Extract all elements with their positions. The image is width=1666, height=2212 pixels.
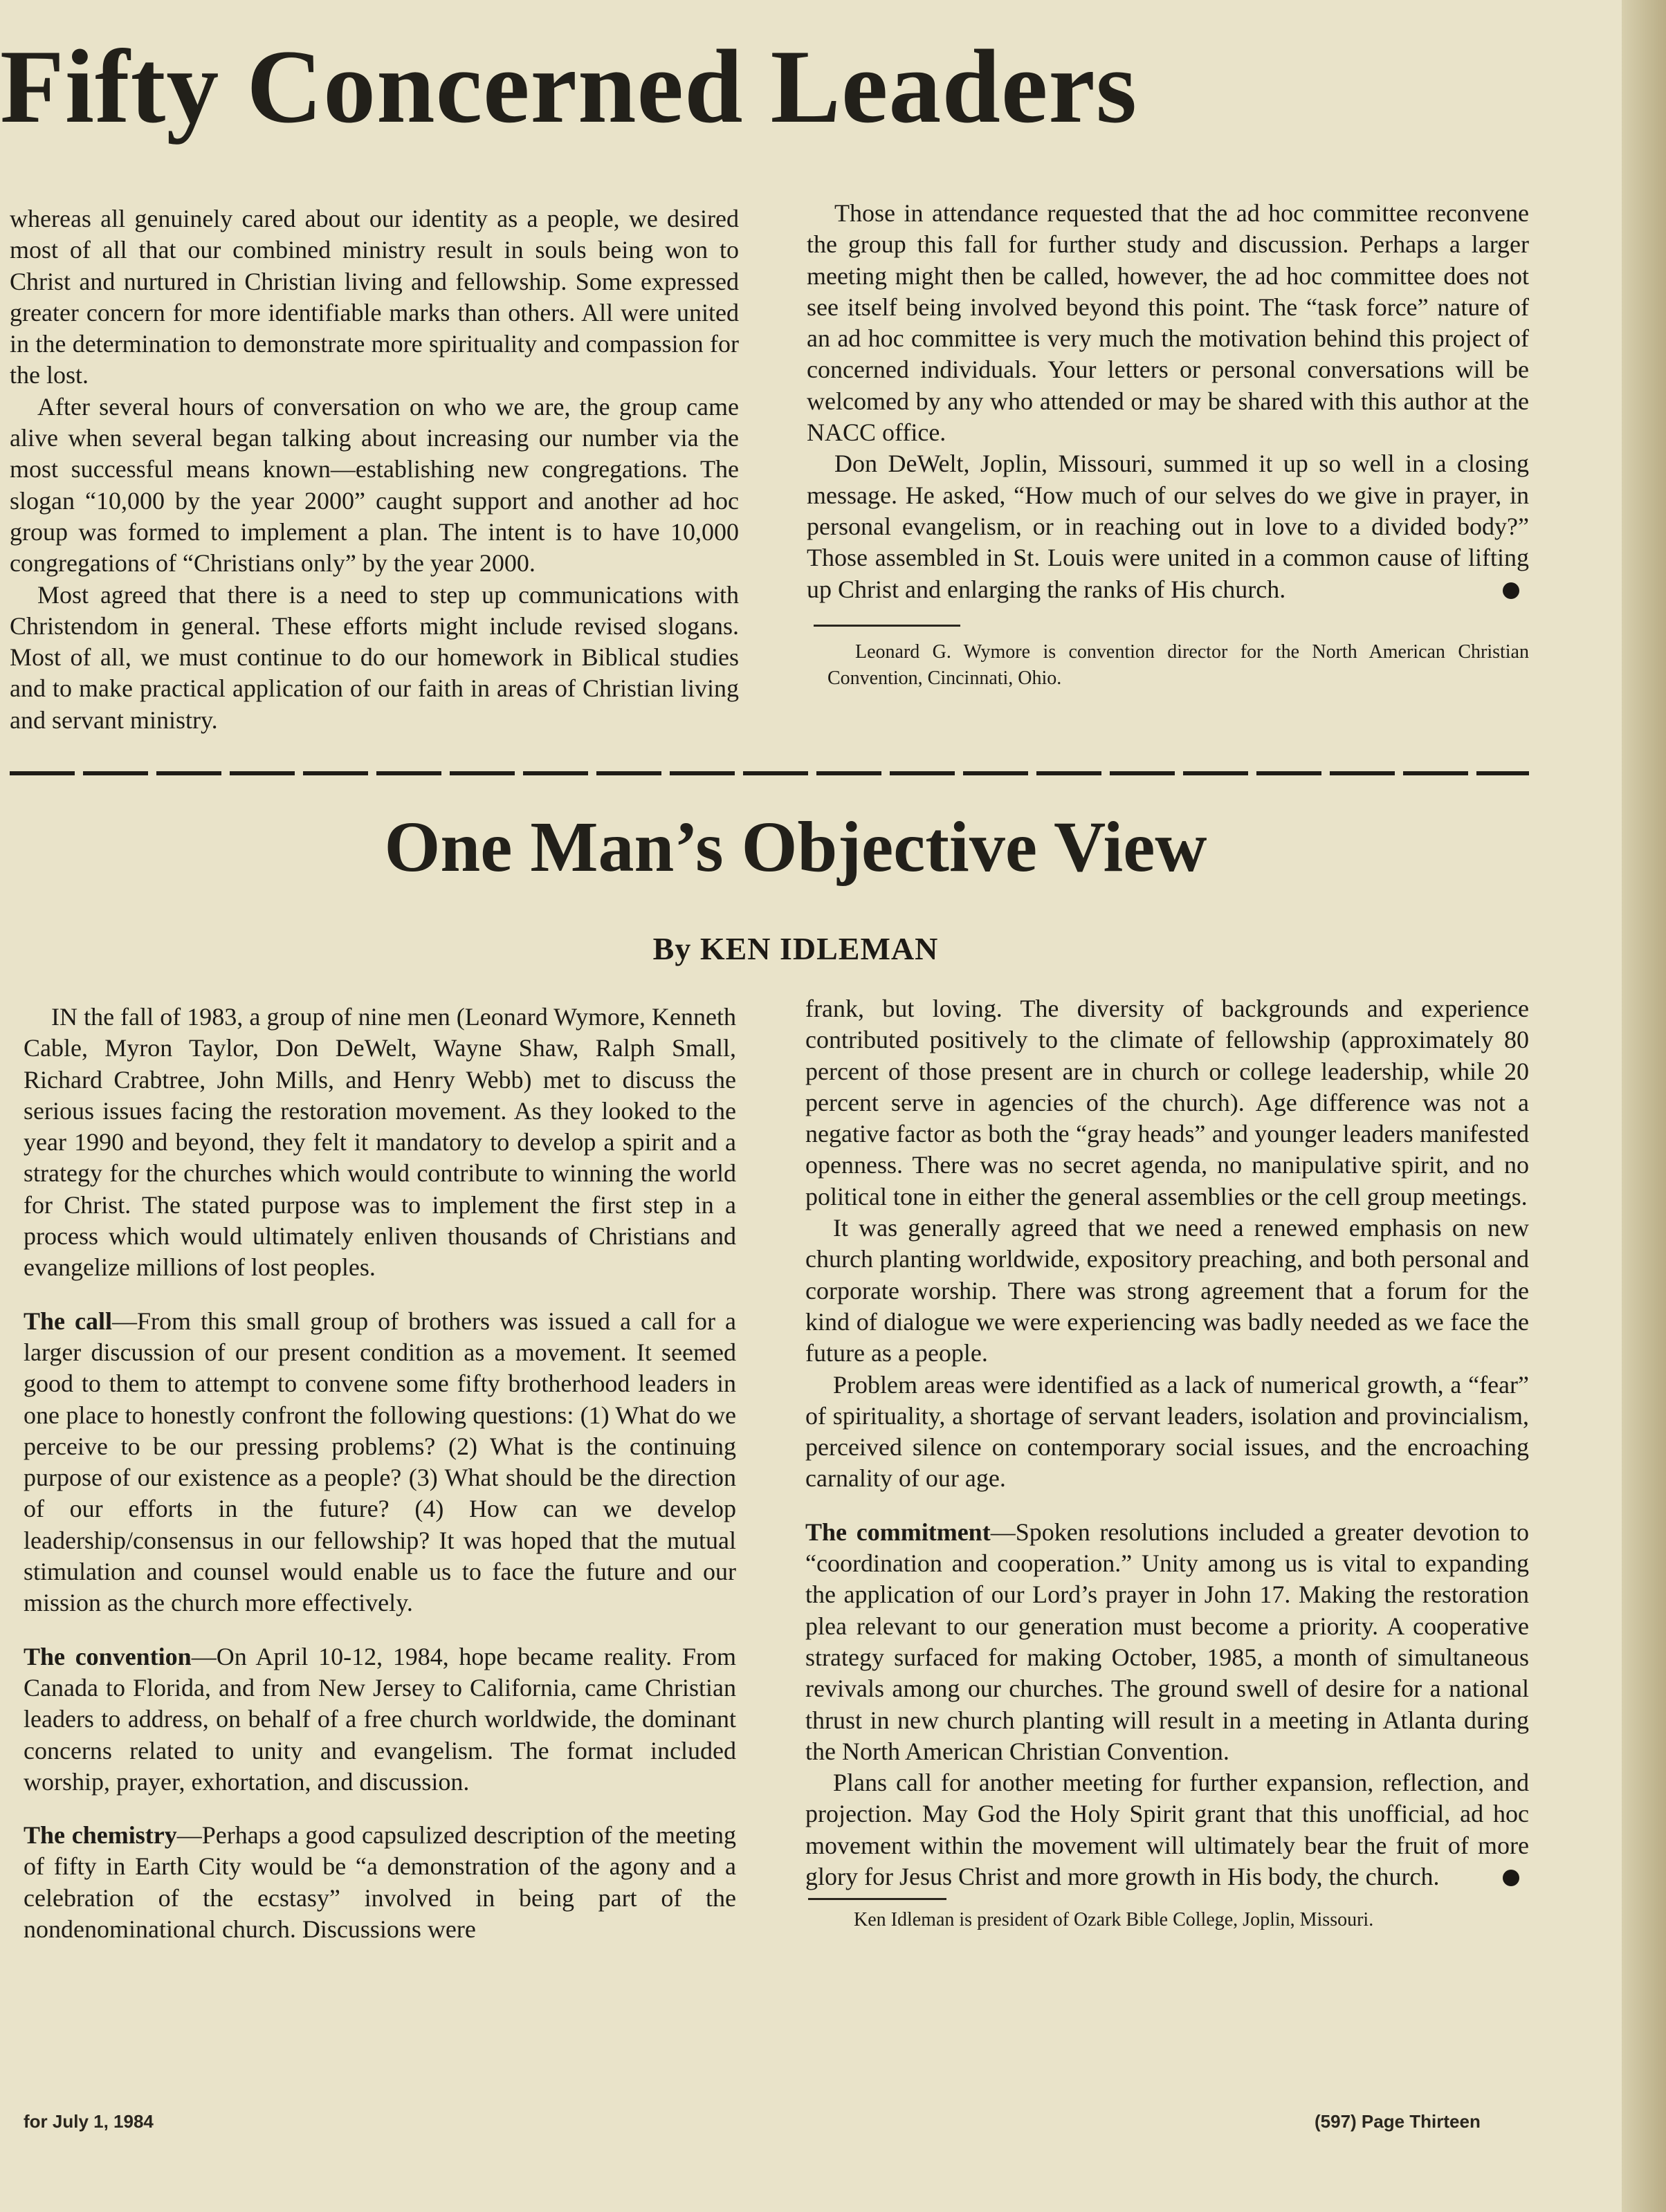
section-head: The call bbox=[24, 1307, 113, 1335]
author-bio: Ken Idleman is president of Ozark Bible College, Joplin, Missouri. bbox=[854, 1909, 1374, 1931]
article1-column-left bbox=[10, 203, 739, 736]
article-title-objective-view: One Man’s Objective View bbox=[384, 807, 1207, 887]
page-edge bbox=[1622, 0, 1666, 2212]
paragraph bbox=[24, 1306, 736, 1619]
paragraph bbox=[24, 1641, 736, 1798]
paragraph bbox=[24, 1820, 736, 1945]
paragraph bbox=[807, 448, 1529, 605]
paragraph-text: —Perhaps a good capsulized description of the meeting of fifty in Earth City would be “a demonstration of the agony and a celebration of the ecstasy” involved in being part of the nondenominational church. Discussions were bbox=[24, 1821, 736, 1944]
paragraph: Those in attendance requested that the ad hoc committee reconvene the group this fall for further study and discussion. Perhaps a larger meeting might then be called, however, the ad hoc committee does not see itself being involved beyond this point. The “task force” nature of an ad hoc committee is very much the motivation behind this project of concerned individuals. Your letters or personal conversations will be welcomed by any who attended or may be shared with this author at the NACC office. bbox=[807, 199, 1529, 447]
author-bio: Leonard G. Wymore is convention director for the North American Christian Convention, Cincinnati, Ohio. bbox=[827, 640, 1529, 689]
article2-column-left bbox=[24, 1002, 736, 1945]
paragraph-text: —From this small group of brothers was issued a call for a larger discussion of our present condition as a movement. It seemed good to them to attempt to convene some fifty brotherhood leaders in one place to honestly confront the following questions: (1) What do we perceive to be our pressing problems? (2) What is the continuing purpose of our existence as a people? (3) What should be the direction of our efforts in the future? (4) How can we develop leadership/consensus in our fellowship? It was hoped that the mutual stimulation and counsel would enable us to face the future and our mission as the church more effectively. bbox=[24, 1307, 737, 1617]
paragraph: frank, but loving. The diversity of backgrounds and experience contributed positively to the climate of fellowship (approximately 80 percent of those present are in church or college leadership, while 20 percent serve in agencies of the church). Age difference was not a negative factor as both the “gray heads” and younger leaders manifested openness. There was no secret agenda, no manipulative spirit, and no political tone in either the general assemblies or the cell group meetings. bbox=[805, 995, 1529, 1210]
paragraph bbox=[805, 1767, 1529, 1892]
end-mark-icon bbox=[1503, 582, 1519, 599]
paragraph-text: Plans call for another meeting for further expansion, reflection, and projection. May God the Holy Spirit grant that this unofficial, ad hoc movement within the movement will ultimately bear the fruit of more glory for Jesus Christ and more growth in His body, the church. bbox=[805, 1769, 1529, 1891]
paragraph: It was generally agreed that we need a renewed emphasis on new church planting worldwide, expository preaching, and both personal and corporate worship. There was strong agreement that a forum for the kind of dialogue we were experiencing was badly needed as we face the future as a people. bbox=[805, 1214, 1529, 1367]
paragraph: Problem areas were identified as a lack of numerical growth, a “fear” of spirituality, a shortage of servant leaders, isolation and provincialism, perceived silence on contemporary social issues, and the encroaching carnality of our age. bbox=[805, 1370, 1529, 1493]
paragraph: IN the fall of 1983, a group of nine men (Leonard Wymore, Kenneth Cable, Myron Taylor, Don DeWelt, Wayne Shaw, Ralph Small, Richard Crabtree, John Mills, and Henry Webb) met to discuss the serious issues facing the restoration movement. As they looked to the year 1990 and beyond, they felt it mandatory to develop a spirit and a strategy for the churches which would contribute to winning the world for Christ. The stated purpose was to implement the first step in a process which would ultimately enliven thousands of Christians and evangelize millions of lost peoples. bbox=[24, 1003, 736, 1282]
footer-page-number: (597) Page Thirteen bbox=[1315, 2111, 1481, 2132]
section-divider bbox=[10, 771, 1529, 775]
bio-rule bbox=[808, 1898, 946, 1900]
paragraph-text: —Spoken resolutions included a greater devotion to “coordination and cooperation.” Unity among us is vital to expanding the application of our Lord’s prayer in John 17. Making the restoration plea relevant to our generation must become a priority. A cooperative strategy surfaced for making October, 1985, a month of simultaneous revivals among our churches. The ground swell of desire for a national thrust in new church planting will result in a meeting in Atlanta during the North American Christian Convention. bbox=[805, 1518, 1529, 1765]
article1-column-right bbox=[807, 198, 1529, 692]
section-head: The commitment bbox=[805, 1518, 991, 1546]
footer-date: for July 1, 1984 bbox=[24, 2111, 154, 2132]
section-head: The convention bbox=[24, 1642, 192, 1670]
paragraph: After several hours of conversation on who we are, the group came alive when several began talking about increasing our number via the most successful means known—establishing new congregations. The slogan “10,000 by the year 2000” caught support and another ad hoc group was formed to implement a plan. The intent is to have 10,000 congregations of “Christians only” by the year 2000. bbox=[10, 392, 739, 578]
article-title-fifty-leaders: Fifty Concerned Leaders bbox=[0, 28, 1138, 145]
paragraph: whereas all genuinely cared about our identity as a people, we desired most of all that our combined ministry result in souls being won to Christ and nurtured in Christian living and fellowship. Some expressed greater concern for more identifiable marks than others. All were united in the determination to demonstrate more spirituality and compassion for the lost. bbox=[10, 205, 739, 389]
bio-rule bbox=[814, 625, 960, 627]
byline: By KEN IDLEMAN bbox=[652, 931, 939, 966]
paragraph-text: —On April 10-12, 1984, hope became reality. From Canada to Florida, and from New Jersey to California, came Christian leaders to address, on behalf of a free church worldwide, the dominant concerns related to unity and evangelism. The format included worship, prayer, exhortation, and discussion. bbox=[24, 1642, 736, 1796]
article2-column-right bbox=[805, 993, 1529, 1933]
paragraph: Most agreed that there is a need to step up communications with Christendom in general. These efforts might include revised slogans. Most of all, we must continue to do our homework in Biblical studies and to make practical application of our faith in areas of Christian living and servant ministry. bbox=[10, 580, 739, 734]
paragraph-text: Don DeWelt, Joplin, Missouri, summed it up so well in a closing message. He asked, “How much of our selves do we give in prayer, in personal evangelism, or in reaching out in love to a divided body?” Those assembled in St. Louis were united in a common cause of lifting up Christ and enlarging the ranks of His church. bbox=[807, 450, 1529, 603]
section-head: The chemistry bbox=[24, 1821, 177, 1850]
paragraph bbox=[805, 1517, 1529, 1767]
end-mark-icon bbox=[1503, 1870, 1519, 1886]
